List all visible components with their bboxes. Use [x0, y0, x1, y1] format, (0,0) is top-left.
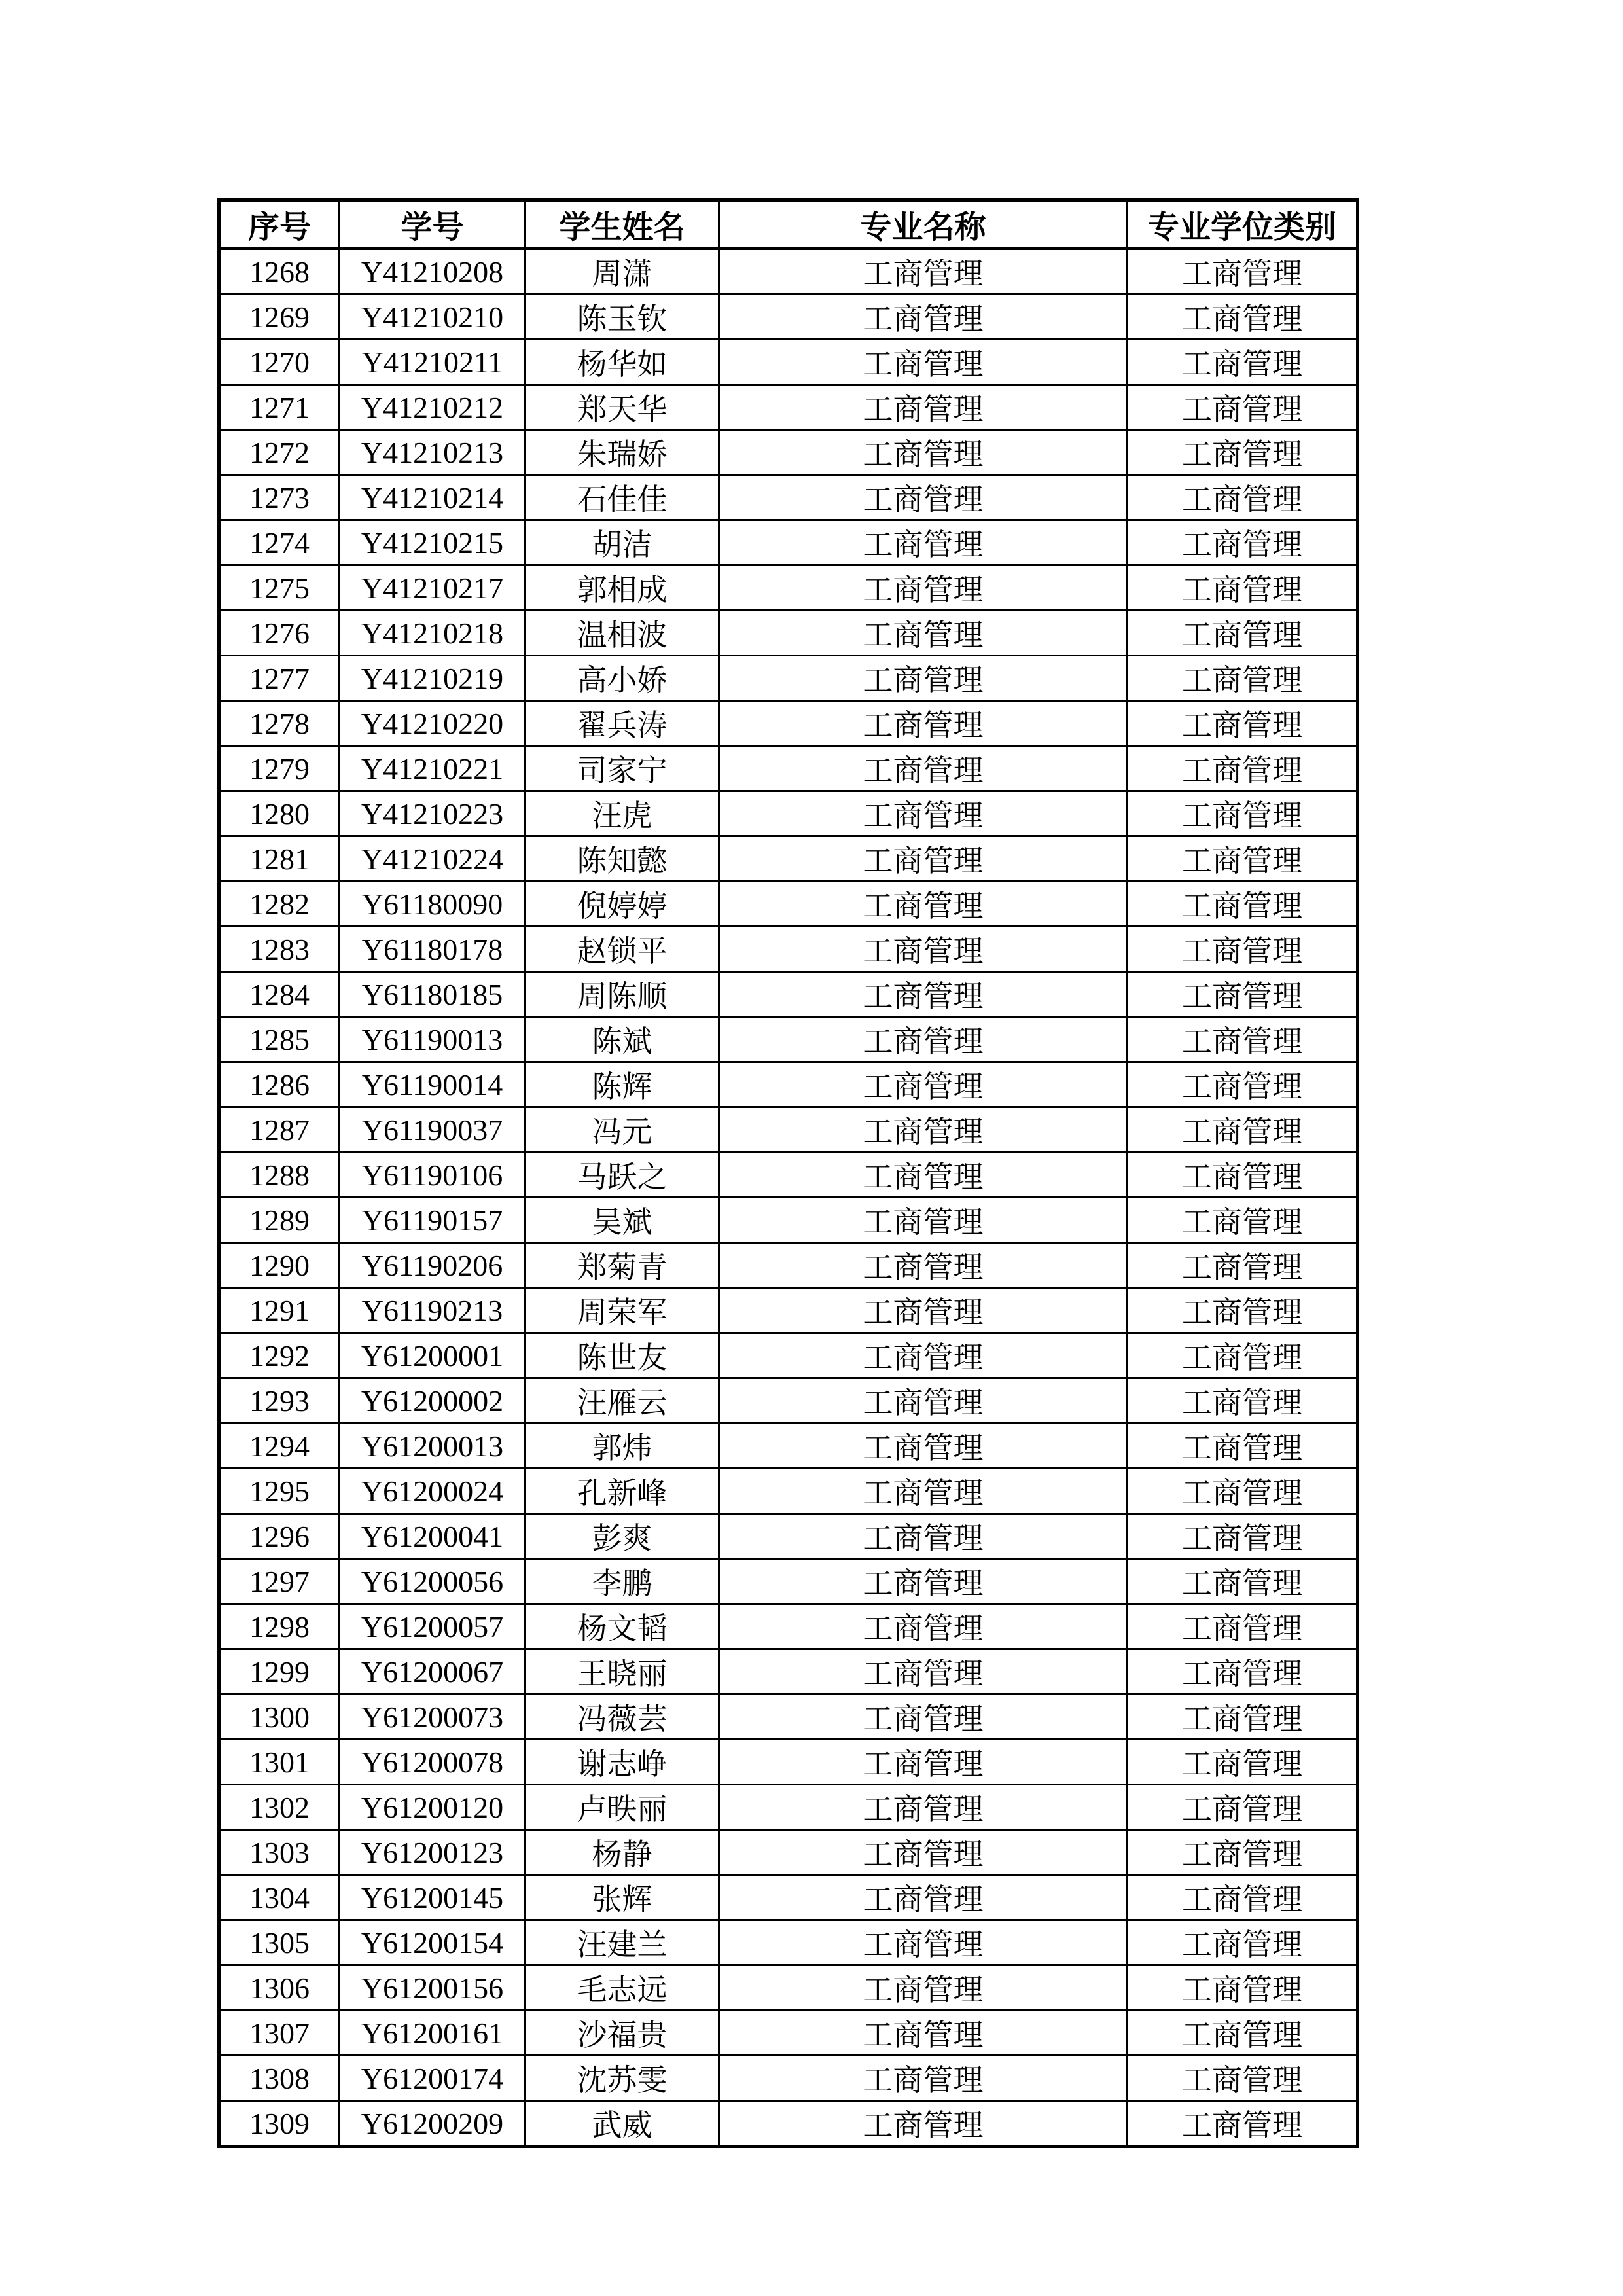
- table-row: [219, 791, 1358, 836]
- cell-degree-category: 工商管理: [1128, 611, 1358, 656]
- cell-degree-category: 工商管理: [1128, 656, 1358, 701]
- table-row: [219, 701, 1358, 746]
- cell-student-id: Y61200209: [340, 2101, 526, 2147]
- table-row: [219, 1243, 1358, 1288]
- cell-degree-category: 工商管理: [1128, 249, 1358, 295]
- cell-student-id: Y41210208: [340, 249, 526, 295]
- cell-student-id: Y61200001: [340, 1333, 526, 1378]
- cell-student-name: 孔新峰: [526, 1469, 719, 1514]
- cell-major-name: 工商管理: [719, 1875, 1128, 1920]
- cell-major-name: 工商管理: [719, 1062, 1128, 1107]
- cell-degree-category: 工商管理: [1128, 1965, 1358, 2011]
- table-row: [219, 565, 1358, 611]
- cell-degree-category: 工商管理: [1128, 1243, 1358, 1288]
- cell-serial-number: 1288: [219, 1153, 340, 1198]
- cell-serial-number: 1280: [219, 791, 340, 836]
- cell-major-name: 工商管理: [719, 1424, 1128, 1469]
- cell-student-id: Y41210220: [340, 701, 526, 746]
- cell-serial-number: 1275: [219, 565, 340, 611]
- cell-serial-number: 1272: [219, 430, 340, 475]
- cell-serial-number: 1304: [219, 1875, 340, 1920]
- cell-degree-category: 工商管理: [1128, 1920, 1358, 1965]
- cell-student-id: Y41210211: [340, 340, 526, 385]
- cell-student-id: Y61200145: [340, 1875, 526, 1920]
- cell-major-name: 工商管理: [719, 1153, 1128, 1198]
- cell-student-name: 吴斌: [526, 1198, 719, 1243]
- cell-student-name: 王晓丽: [526, 1649, 719, 1695]
- table-row: [219, 1424, 1358, 1469]
- cell-student-id: Y61200156: [340, 1965, 526, 2011]
- cell-student-name: 郑菊青: [526, 1243, 719, 1288]
- cell-student-name: 卢昳丽: [526, 1785, 719, 1830]
- cell-major-name: 工商管理: [719, 295, 1128, 340]
- cell-degree-category: 工商管理: [1128, 1062, 1358, 1107]
- table-row: [219, 656, 1358, 701]
- cell-student-id: Y41210214: [340, 475, 526, 520]
- cell-serial-number: 1278: [219, 701, 340, 746]
- cell-student-id: Y61190106: [340, 1153, 526, 1198]
- cell-student-id: Y61200120: [340, 1785, 526, 1830]
- cell-student-name: 冯元: [526, 1107, 719, 1153]
- student-roster-table: [217, 198, 1359, 2148]
- cell-serial-number: 1282: [219, 882, 340, 927]
- cell-student-name: 胡洁: [526, 520, 719, 565]
- cell-major-name: 工商管理: [719, 611, 1128, 656]
- table-row: [219, 1649, 1358, 1695]
- table-row: [219, 1017, 1358, 1062]
- cell-student-id: Y61200013: [340, 1424, 526, 1469]
- cell-serial-number: 1283: [219, 927, 340, 972]
- header-degree-category: 专业学位类别: [1128, 200, 1358, 249]
- cell-student-id: Y41210213: [340, 430, 526, 475]
- cell-major-name: 工商管理: [719, 1017, 1128, 1062]
- cell-serial-number: 1274: [219, 520, 340, 565]
- cell-degree-category: 工商管理: [1128, 475, 1358, 520]
- cell-degree-category: 工商管理: [1128, 701, 1358, 746]
- header-serial-number: 序号: [219, 200, 340, 249]
- cell-student-name: 杨文韬: [526, 1604, 719, 1649]
- cell-student-name: 杨静: [526, 1830, 719, 1875]
- cell-major-name: 工商管理: [719, 972, 1128, 1017]
- cell-student-name: 司家宁: [526, 746, 719, 791]
- table-row: [219, 1469, 1358, 1514]
- table-row: [219, 1288, 1358, 1333]
- table-row: [219, 430, 1358, 475]
- cell-student-name: 倪婷婷: [526, 882, 719, 927]
- cell-student-id: Y61190157: [340, 1198, 526, 1243]
- table-row: [219, 882, 1358, 927]
- cell-serial-number: 1268: [219, 249, 340, 295]
- cell-degree-category: 工商管理: [1128, 1017, 1358, 1062]
- cell-major-name: 工商管理: [719, 656, 1128, 701]
- cell-student-name: 周荣军: [526, 1288, 719, 1333]
- cell-major-name: 工商管理: [719, 791, 1128, 836]
- cell-serial-number: 1295: [219, 1469, 340, 1514]
- cell-degree-category: 工商管理: [1128, 746, 1358, 791]
- cell-serial-number: 1287: [219, 1107, 340, 1153]
- cell-serial-number: 1285: [219, 1017, 340, 1062]
- cell-major-name: 工商管理: [719, 1514, 1128, 1559]
- table-row: [219, 972, 1358, 1017]
- cell-serial-number: 1308: [219, 2056, 340, 2101]
- cell-student-name: 冯薇芸: [526, 1695, 719, 1740]
- cell-serial-number: 1279: [219, 746, 340, 791]
- cell-major-name: 工商管理: [719, 520, 1128, 565]
- cell-major-name: 工商管理: [719, 927, 1128, 972]
- cell-serial-number: 1286: [219, 1062, 340, 1107]
- cell-student-id: Y41210210: [340, 295, 526, 340]
- cell-student-name: 赵锁平: [526, 927, 719, 972]
- cell-major-name: 工商管理: [719, 701, 1128, 746]
- table-header: [219, 200, 1358, 249]
- table-row: [219, 249, 1358, 295]
- cell-serial-number: 1284: [219, 972, 340, 1017]
- table-row: [219, 1198, 1358, 1243]
- cell-serial-number: 1297: [219, 1559, 340, 1604]
- cell-serial-number: 1290: [219, 1243, 340, 1288]
- cell-student-id: Y61180185: [340, 972, 526, 1017]
- cell-major-name: 工商管理: [719, 249, 1128, 295]
- cell-degree-category: 工商管理: [1128, 1469, 1358, 1514]
- cell-degree-category: 工商管理: [1128, 1830, 1358, 1875]
- cell-major-name: 工商管理: [719, 1785, 1128, 1830]
- cell-student-name: 汪虎: [526, 791, 719, 836]
- cell-serial-number: 1306: [219, 1965, 340, 2011]
- cell-major-name: 工商管理: [719, 1965, 1128, 2011]
- table-row: [219, 1333, 1358, 1378]
- cell-major-name: 工商管理: [719, 340, 1128, 385]
- cell-major-name: 工商管理: [719, 1378, 1128, 1424]
- cell-major-name: 工商管理: [719, 565, 1128, 611]
- table-row: [219, 1153, 1358, 1198]
- cell-student-id: Y41210224: [340, 836, 526, 882]
- cell-major-name: 工商管理: [719, 2011, 1128, 2056]
- cell-degree-category: 工商管理: [1128, 1514, 1358, 1559]
- cell-student-id: Y41210217: [340, 565, 526, 611]
- cell-serial-number: 1276: [219, 611, 340, 656]
- cell-major-name: 工商管理: [719, 1695, 1128, 1740]
- cell-degree-category: 工商管理: [1128, 836, 1358, 882]
- cell-degree-category: 工商管理: [1128, 1288, 1358, 1333]
- cell-serial-number: 1299: [219, 1649, 340, 1695]
- cell-serial-number: 1296: [219, 1514, 340, 1559]
- table-row: [219, 340, 1358, 385]
- cell-serial-number: 1294: [219, 1424, 340, 1469]
- table-row: [219, 1604, 1358, 1649]
- cell-degree-category: 工商管理: [1128, 340, 1358, 385]
- cell-student-name: 杨华如: [526, 340, 719, 385]
- cell-student-name: 陈辉: [526, 1062, 719, 1107]
- cell-student-id: Y61190013: [340, 1017, 526, 1062]
- table-row: [219, 1740, 1358, 1785]
- cell-major-name: 工商管理: [719, 1107, 1128, 1153]
- header-major-name: 专业名称: [719, 200, 1128, 249]
- cell-serial-number: 1302: [219, 1785, 340, 1830]
- cell-student-id: Y61190213: [340, 1288, 526, 1333]
- cell-degree-category: 工商管理: [1128, 565, 1358, 611]
- cell-student-name: 陈玉钦: [526, 295, 719, 340]
- cell-degree-category: 工商管理: [1128, 2011, 1358, 2056]
- cell-student-id: Y61200073: [340, 1695, 526, 1740]
- cell-student-id: Y61200067: [340, 1649, 526, 1695]
- cell-degree-category: 工商管理: [1128, 1424, 1358, 1469]
- cell-major-name: 工商管理: [719, 836, 1128, 882]
- cell-student-id: Y61200002: [340, 1378, 526, 1424]
- cell-student-name: 彭爽: [526, 1514, 719, 1559]
- cell-student-id: Y61180090: [340, 882, 526, 927]
- cell-degree-category: 工商管理: [1128, 1740, 1358, 1785]
- cell-student-id: Y61200161: [340, 2011, 526, 2056]
- cell-serial-number: 1309: [219, 2101, 340, 2147]
- cell-major-name: 工商管理: [719, 1288, 1128, 1333]
- table-row: [219, 2056, 1358, 2101]
- cell-serial-number: 1301: [219, 1740, 340, 1785]
- cell-degree-category: 工商管理: [1128, 972, 1358, 1017]
- cell-student-id: Y61190037: [340, 1107, 526, 1153]
- table-row: [219, 1062, 1358, 1107]
- cell-serial-number: 1270: [219, 340, 340, 385]
- cell-student-id: Y61200078: [340, 1740, 526, 1785]
- cell-degree-category: 工商管理: [1128, 927, 1358, 972]
- header-student-id: 学号: [340, 200, 526, 249]
- cell-serial-number: 1269: [219, 295, 340, 340]
- cell-student-id: Y61200057: [340, 1604, 526, 1649]
- cell-major-name: 工商管理: [719, 1740, 1128, 1785]
- cell-major-name: 工商管理: [719, 1604, 1128, 1649]
- cell-student-name: 马跃之: [526, 1153, 719, 1198]
- cell-serial-number: 1305: [219, 1920, 340, 1965]
- cell-student-name: 温相波: [526, 611, 719, 656]
- cell-student-id: Y41210221: [340, 746, 526, 791]
- cell-major-name: 工商管理: [719, 1830, 1128, 1875]
- cell-major-name: 工商管理: [719, 2101, 1128, 2147]
- cell-student-id: Y61200123: [340, 1830, 526, 1875]
- cell-student-id: Y61200056: [340, 1559, 526, 1604]
- cell-degree-category: 工商管理: [1128, 882, 1358, 927]
- cell-major-name: 工商管理: [719, 1198, 1128, 1243]
- table-row: [219, 1559, 1358, 1604]
- cell-serial-number: 1281: [219, 836, 340, 882]
- cell-degree-category: 工商管理: [1128, 1333, 1358, 1378]
- table-row: [219, 1378, 1358, 1424]
- cell-student-name: 毛志远: [526, 1965, 719, 2011]
- cell-student-name: 周陈顺: [526, 972, 719, 1017]
- cell-student-id: Y41210223: [340, 791, 526, 836]
- cell-serial-number: 1307: [219, 2011, 340, 2056]
- cell-student-name: 谢志峥: [526, 1740, 719, 1785]
- cell-major-name: 工商管理: [719, 1243, 1128, 1288]
- cell-student-name: 沙福贵: [526, 2011, 719, 2056]
- table-row: [219, 746, 1358, 791]
- cell-serial-number: 1271: [219, 385, 340, 430]
- table-row: [219, 2011, 1358, 2056]
- cell-student-name: 汪雁云: [526, 1378, 719, 1424]
- table-row: [219, 836, 1358, 882]
- cell-student-name: 沈苏雯: [526, 2056, 719, 2101]
- cell-student-name: 陈知懿: [526, 836, 719, 882]
- cell-student-id: Y41210215: [340, 520, 526, 565]
- cell-major-name: 工商管理: [719, 385, 1128, 430]
- cell-major-name: 工商管理: [719, 2056, 1128, 2101]
- cell-student-name: 陈斌: [526, 1017, 719, 1062]
- table-row: [219, 1785, 1358, 1830]
- header-student-name: 学生姓名: [526, 200, 719, 249]
- cell-student-id: Y61190206: [340, 1243, 526, 1288]
- cell-serial-number: 1292: [219, 1333, 340, 1378]
- cell-student-id: Y61200024: [340, 1469, 526, 1514]
- table-row: [219, 385, 1358, 430]
- table-row: [219, 611, 1358, 656]
- cell-student-name: 郭相成: [526, 565, 719, 611]
- cell-serial-number: 1298: [219, 1604, 340, 1649]
- cell-student-name: 翟兵涛: [526, 701, 719, 746]
- cell-student-name: 武威: [526, 2101, 719, 2147]
- cell-major-name: 工商管理: [719, 1333, 1128, 1378]
- cell-student-name: 郭炜: [526, 1424, 719, 1469]
- table-row: [219, 520, 1358, 565]
- cell-degree-category: 工商管理: [1128, 520, 1358, 565]
- table-row: [219, 1830, 1358, 1875]
- cell-student-id: Y41210219: [340, 656, 526, 701]
- cell-degree-category: 工商管理: [1128, 1153, 1358, 1198]
- cell-student-id: Y61200154: [340, 1920, 526, 1965]
- cell-degree-category: 工商管理: [1128, 1604, 1358, 1649]
- cell-major-name: 工商管理: [719, 1469, 1128, 1514]
- cell-student-name: 石佳佳: [526, 475, 719, 520]
- table-row: [219, 1875, 1358, 1920]
- cell-degree-category: 工商管理: [1128, 1559, 1358, 1604]
- cell-degree-category: 工商管理: [1128, 1378, 1358, 1424]
- cell-serial-number: 1289: [219, 1198, 340, 1243]
- cell-major-name: 工商管理: [719, 1559, 1128, 1604]
- cell-degree-category: 工商管理: [1128, 2056, 1358, 2101]
- cell-degree-category: 工商管理: [1128, 1695, 1358, 1740]
- cell-serial-number: 1303: [219, 1830, 340, 1875]
- cell-degree-category: 工商管理: [1128, 1107, 1358, 1153]
- cell-degree-category: 工商管理: [1128, 1198, 1358, 1243]
- cell-student-name: 朱瑞娇: [526, 430, 719, 475]
- table-row: [219, 1965, 1358, 2011]
- cell-student-name: 周潇: [526, 249, 719, 295]
- cell-student-name: 高小娇: [526, 656, 719, 701]
- header-row: [219, 200, 1358, 249]
- cell-student-name: 郑天华: [526, 385, 719, 430]
- cell-student-name: 张辉: [526, 1875, 719, 1920]
- cell-serial-number: 1273: [219, 475, 340, 520]
- cell-major-name: 工商管理: [719, 430, 1128, 475]
- table-row: [219, 295, 1358, 340]
- table-row: [219, 927, 1358, 972]
- cell-major-name: 工商管理: [719, 475, 1128, 520]
- cell-serial-number: 1293: [219, 1378, 340, 1424]
- cell-degree-category: 工商管理: [1128, 295, 1358, 340]
- cell-degree-category: 工商管理: [1128, 791, 1358, 836]
- cell-student-id: Y41210218: [340, 611, 526, 656]
- cell-major-name: 工商管理: [719, 1649, 1128, 1695]
- cell-student-id: Y61180178: [340, 927, 526, 972]
- cell-degree-category: 工商管理: [1128, 1785, 1358, 1830]
- cell-serial-number: 1300: [219, 1695, 340, 1740]
- cell-major-name: 工商管理: [719, 1920, 1128, 1965]
- cell-student-name: 李鹏: [526, 1559, 719, 1604]
- table-body: [219, 249, 1358, 2147]
- cell-degree-category: 工商管理: [1128, 385, 1358, 430]
- cell-serial-number: 1291: [219, 1288, 340, 1333]
- table-row: [219, 1695, 1358, 1740]
- cell-degree-category: 工商管理: [1128, 1875, 1358, 1920]
- table-row: [219, 1514, 1358, 1559]
- cell-student-name: 陈世友: [526, 1333, 719, 1378]
- cell-student-id: Y61190014: [340, 1062, 526, 1107]
- table-row: [219, 2101, 1358, 2147]
- cell-degree-category: 工商管理: [1128, 1649, 1358, 1695]
- table-row: [219, 1107, 1358, 1153]
- cell-degree-category: 工商管理: [1128, 2101, 1358, 2147]
- table-row: [219, 1920, 1358, 1965]
- cell-student-name: 汪建兰: [526, 1920, 719, 1965]
- cell-student-id: Y61200041: [340, 1514, 526, 1559]
- cell-student-id: Y41210212: [340, 385, 526, 430]
- table-row: [219, 475, 1358, 520]
- cell-major-name: 工商管理: [719, 746, 1128, 791]
- cell-student-id: Y61200174: [340, 2056, 526, 2101]
- cell-major-name: 工商管理: [719, 882, 1128, 927]
- cell-serial-number: 1277: [219, 656, 340, 701]
- cell-degree-category: 工商管理: [1128, 430, 1358, 475]
